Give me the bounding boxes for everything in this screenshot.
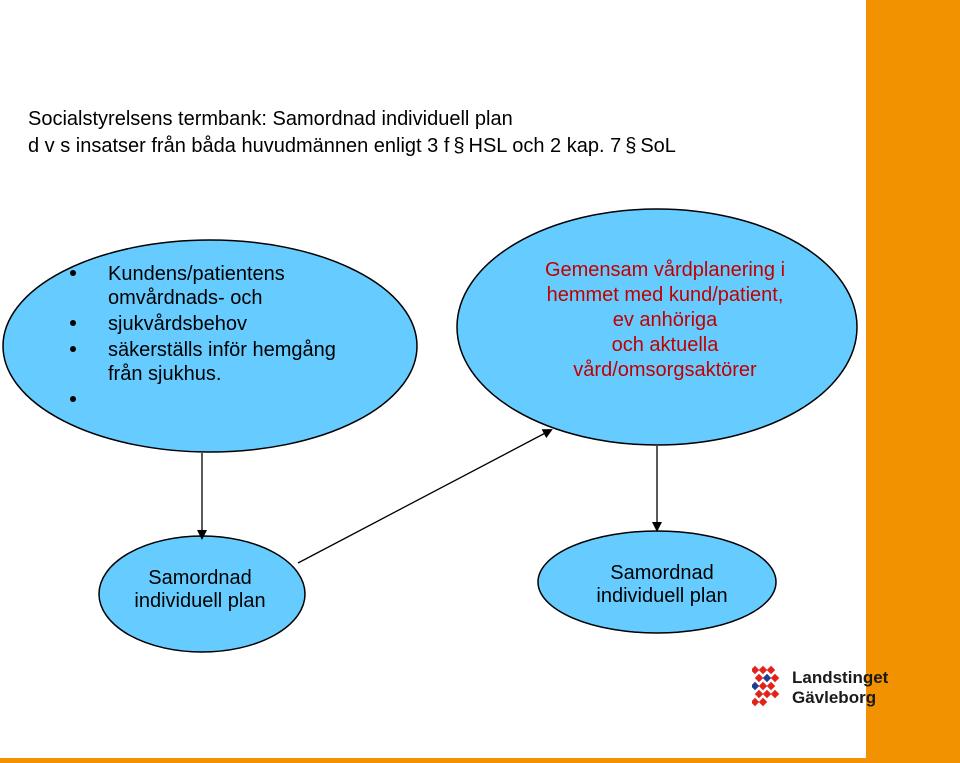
right-ellipse-line: och aktuella	[611, 334, 719, 356]
right-ellipse-text	[480, 258, 850, 383]
logo-wordmark	[792, 668, 888, 708]
plan-right-line-2: individuell plan	[596, 585, 728, 607]
right-ellipse-line: ev anhöriga	[612, 309, 718, 331]
header-line-2-part-1: d v s insatser från båda huvudmännen enligt 3 f	[28, 135, 450, 157]
list-item-text: sjukvårdsbehov	[108, 313, 247, 335]
plan-left-label	[100, 567, 300, 613]
plan-right-line-1: Samordnad	[610, 562, 714, 584]
list-item	[70, 388, 370, 412]
list-item	[70, 262, 370, 310]
paragraph-sign: §	[453, 135, 465, 157]
bullet-icon	[70, 270, 76, 276]
logo-line-2: Gävleborg	[792, 688, 877, 707]
list-item-text: Kundens/patientens omvårdnads- och	[108, 263, 285, 309]
right-ellipse-line: vård/omsorgsaktörer	[573, 359, 757, 381]
list-item	[70, 312, 370, 336]
logo-line-1: Landstinget	[792, 668, 889, 687]
header-line-1: Socialstyrelsens termbank: Samordnad individuell plan	[28, 108, 513, 130]
bullet-icon	[70, 346, 76, 352]
paragraph-sign: §	[625, 135, 637, 157]
right-ellipse-line: Gemensam vårdplanering i	[544, 259, 786, 281]
plan-left-line-2: individuell plan	[134, 590, 266, 612]
header-line-2-part-3: SoL	[640, 135, 676, 157]
bullet-icon	[70, 396, 76, 402]
bullet-icon	[70, 320, 76, 326]
arrow-plan-to-right	[298, 430, 551, 563]
header-line-2-part-2: HSL och 2 kap. 7	[468, 135, 622, 157]
list-item	[70, 338, 370, 386]
list-item-text: säkerställs inför hemgång från sjukhus.	[108, 339, 336, 385]
plan-left-line-1: Samordnad	[148, 567, 252, 589]
right-ellipse-line: hemmet med kund/patient,	[546, 284, 784, 306]
plan-right-label	[542, 562, 782, 608]
left-ellipse-list	[70, 262, 370, 414]
